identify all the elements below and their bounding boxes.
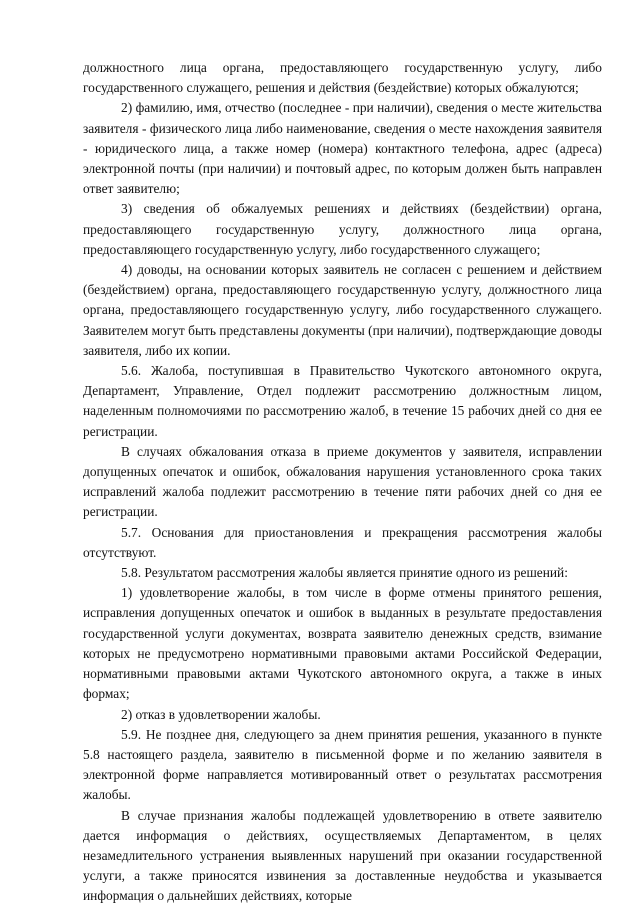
paragraph-5-8: 5.8. Результатом рассмотрения жалобы является принятие одного из решений: [121, 565, 568, 581]
paragraph-5-7: 5.7. Основания для приостановления и прекращения рассмотрения жалобы отсутствуют. [83, 524, 602, 560]
paragraph-continuation: должностного лица органа, предоставляющего государственную услугу, либо государственного служащего, решения и действия (бездействие) которых обжалуются; [83, 60, 602, 96]
paragraph-5-8-item-1: 1) удовлетворение жалобы, в том числе в форме отмены принятого решения, исправления допущенных опечаток и ошибок в выданных в результате предоставления государственной услуги документах, возврата заявителю денежных средств, взимание которых не предусмотрено нормативными правовыми актами Российской Федерации, нормативными правовыми актами Чукотского автономного округа, а также в иных формах; [83, 585, 602, 702]
paragraph-item-4: 4) доводы, на основании которых заявитель не согласен с решением и действием (бездействием) органа, предоставляющего государственную услугу, должностного лица органа, предоставляющего государственную услугу, либо государственного служащего. Заявителем могут быть представлены документы (при наличии), подтверждающие доводы заявителя, либо их копии. [83, 262, 602, 358]
paragraph-item-3: 3) сведения об обжалуемых решениях и действиях (бездействии) органа, предоставляющего государственную услугу, должностного лица органа, предоставляющего государственную услугу, либо государственного служащего; [83, 201, 602, 257]
document-page [83, 58, 602, 907]
paragraph-5-9: 5.9. Не позднее дня, следующего за днем принятия решения, указанного в пункте 5.8 настоящего раздела, заявителю в письменной форме и по желанию заявителя в электронной форме направляется мотивированный ответ о результатах рассмотрения жалобы. [83, 726, 602, 803]
paragraph-5-9-satisfied: В случае признания жалобы подлежащей удовлетворению в ответе заявителю дается информация о действиях, осуществляемых Департаментом, в целях незамедлительного устранения выявленных нарушений при оказании государственной услуги, а также приносятся извинения за доставленные неудобства и указывается информация о дальнейших действиях, которые [83, 807, 602, 904]
paragraph-5-6: 5.6. Жалоба, поступившая в Правительство Чукотского автономного округа, Департамент, Управление, Отдел подлежит рассмотрению должностным лицом, наделенным полномочиями по рассмотрению жалоб, в течение 15 рабочих дней со дня ее регистрации. [83, 363, 602, 439]
paragraph-5-8-item-2: 2) отказ в удовлетворении жалобы. [121, 706, 321, 722]
paragraph-item-2: 2) фамилию, имя, отчество (последнее - при наличии), сведения о месте жительства заявителя - физического лица либо наименование, сведения о месте нахождения заявителя - юридического лица, а также номер (номера) контактного телефона, адрес (адреса) электронной почты (при наличии) и почтовый адрес, по которым должен быть направлен ответ заявителю; [83, 100, 602, 197]
paragraph-5-6-appeal-refusal: В случаях обжалования отказа в приеме документов у заявителя, исправлении допущенных опечаток и ошибок, обжалования нарушения установленного срока таких исправлений жалоба подлежит рассмотрению в течение пяти рабочих дней со дня ее регистрации. [83, 443, 602, 520]
